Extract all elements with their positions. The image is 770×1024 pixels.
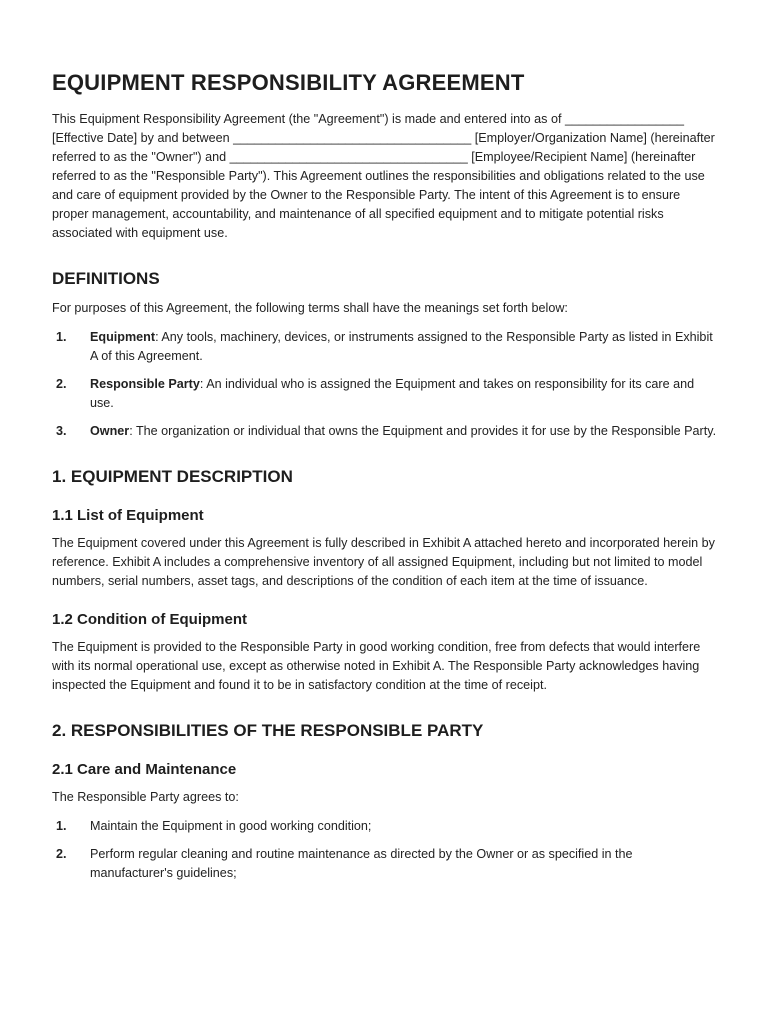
list-number: 1. — [56, 330, 67, 344]
definitions-heading: DEFINITIONS — [52, 269, 160, 288]
definition-text: : An individual who is assigned the Equipment and takes on responsibility for its care and use. — [90, 377, 695, 410]
section-1-2-text: The Equipment is provided to the Responsible Party in good working condition, free from defects that would interfere with its normal operational use, except as otherwise noted in Exhibit A. The Responsible Party acknowledges having inspected the Equipment and found it to be in satisfactory condition at the time of receipt. — [52, 640, 701, 692]
definitions-lead: For purposes of this Agreement, the following terms shall have the meanings set forth below: — [52, 301, 568, 315]
list-item-text: Maintain the Equipment in good working condition; — [90, 819, 372, 833]
definition-term: Responsible Party — [90, 377, 200, 391]
list-item — [52, 845, 718, 883]
responsibilities-list — [52, 817, 718, 883]
definition-text: : The organization or individual that owns the Equipment and provides it for use by the Responsible Party. — [129, 424, 717, 438]
section-2-1-lead: The Responsible Party agrees to: — [52, 790, 239, 804]
document-title: EQUIPMENT RESPONSIBILITY AGREEMENT — [52, 70, 525, 95]
list-number: 3. — [56, 424, 67, 438]
list-number: 1. — [56, 819, 67, 833]
definition-item — [52, 422, 718, 441]
section-1-1-text: The Equipment covered under this Agreement is fully described in Exhibit A attached hereto and incorporated herein by reference. Exhibit A includes a comprehensive inventory of all assigned Equipment, including but not limited to model numbers, serial numbers, asset tags, and descriptions of the condition of each item at the time of issuance. — [52, 536, 715, 588]
definition-term: Owner — [90, 424, 130, 438]
definition-text: : Any tools, machinery, devices, or instruments assigned to the Responsible Party as listed in Exhibit A of this Agreement. — [90, 330, 713, 363]
list-number: 2. — [56, 377, 67, 391]
list-number: 2. — [56, 847, 67, 861]
section-2-heading: 2. RESPONSIBILITIES OF THE RESPONSIBLE PARTY — [52, 721, 484, 740]
definition-item — [52, 328, 718, 366]
section-1-1-heading: 1.1 List of Equipment — [52, 507, 204, 524]
list-item-text: Perform regular cleaning and routine maintenance as directed by the Owner or as specified in the manufacturer's guidelines; — [90, 847, 633, 880]
section-1-heading: 1. EQUIPMENT DESCRIPTION — [52, 467, 293, 486]
list-item — [52, 817, 718, 836]
definitions-list — [52, 328, 718, 441]
intro-paragraph: This Equipment Responsibility Agreement (the "Agreement") is made and entered into as of _________________ [Effective Date] by and between __________________________________ [Employer/Organization Name] (hereinafter referred to as the "Owner") and __________________________________ [Employee/Recipient Name] (hereinafter referred to as the "Responsible Party"). This Agreement outlines the responsibilities and obligations related to the use and care of equipment provided by the Owner to the Responsible Party. The intent of this Agreement is to ensure proper management, accountability, and maintenance of all specified equipment and to mitigate potential risks associated with equipment use. — [52, 112, 715, 240]
section-2-1-heading: 2.1 Care and Maintenance — [52, 761, 237, 778]
definition-item — [52, 375, 718, 413]
definition-term: Equipment — [90, 330, 156, 344]
section-1-2-heading: 1.2 Condition of Equipment — [52, 611, 247, 628]
